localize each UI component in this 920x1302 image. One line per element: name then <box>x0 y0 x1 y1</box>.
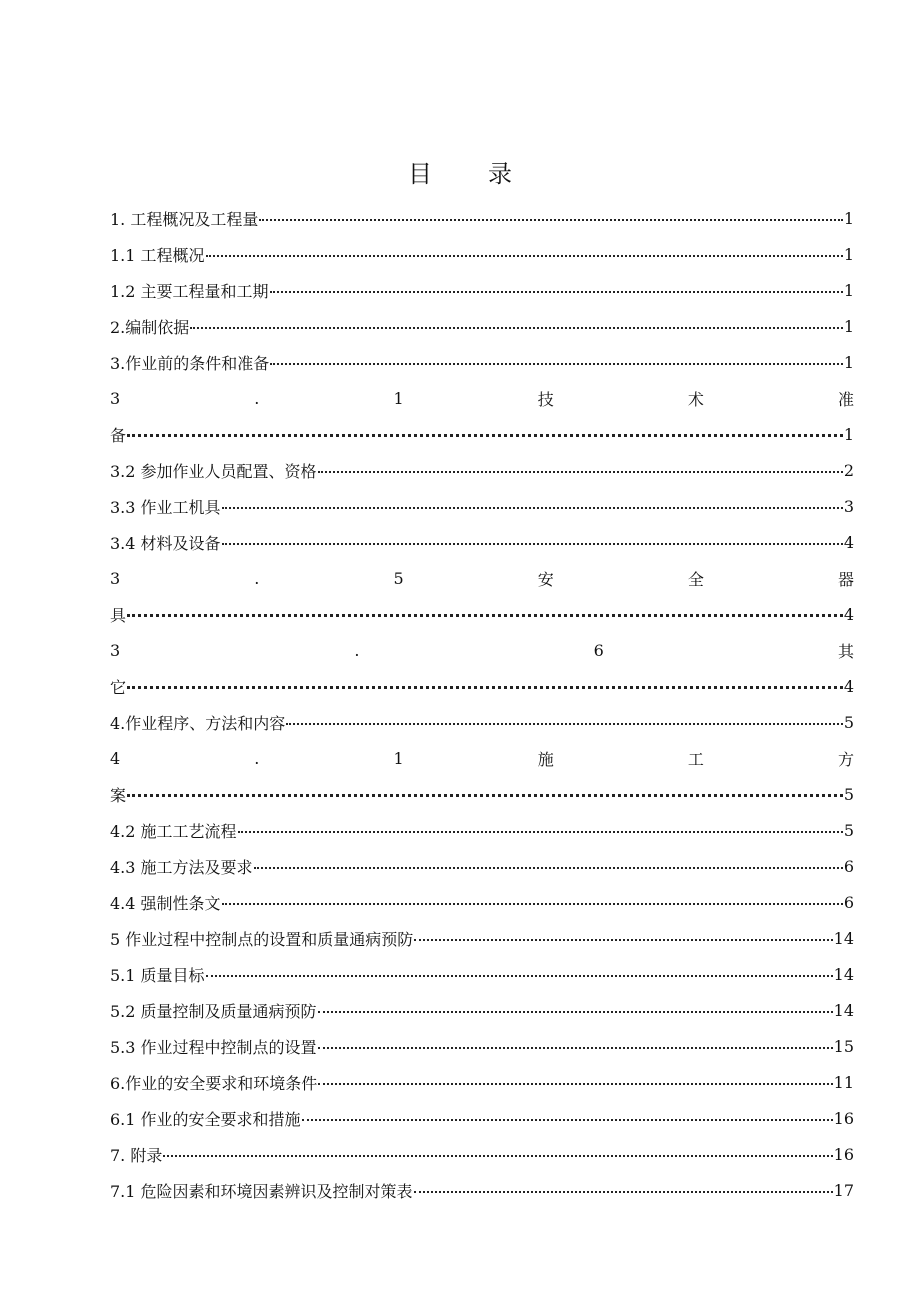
toc-entry-spread-line[interactable] <box>110 560 854 596</box>
toc-entry-label: 4.4 强制性条文 <box>110 893 221 913</box>
toc-page-number: 2 <box>843 460 854 480</box>
toc-dot-leader <box>317 1064 833 1100</box>
toc-entry-spread-line[interactable] <box>110 380 854 416</box>
toc-entry-label: 4.2 施工工艺流程 <box>110 821 237 841</box>
toc-entry-label: 5 作业过程中控制点的设置和质量通病预防 <box>110 929 414 949</box>
toc-page-number: 6 <box>843 892 854 912</box>
toc-entry-fragment: . <box>254 568 260 588</box>
toc-page-number: 5 <box>843 820 854 840</box>
toc-entry-label: 备 <box>110 425 127 445</box>
toc-dot-leader <box>126 416 844 452</box>
toc-entry-fragment: 其 <box>837 641 854 661</box>
toc-entry-label: 4.3 施工方法及要求 <box>110 857 253 877</box>
toc-page-number: 15 <box>833 1036 854 1056</box>
toc-entry-fragment: 3 <box>110 568 121 588</box>
toc-page-number: 4 <box>843 604 854 624</box>
toc-page-number: 1 <box>843 280 854 300</box>
toc-page-number: 4 <box>843 676 854 696</box>
toc-entry-fragment: 准 <box>837 389 854 409</box>
toc-entry-fragment: . <box>354 640 360 660</box>
toc-page-number: 11 <box>833 1072 854 1092</box>
toc-page-number: 5 <box>843 712 854 732</box>
toc-entry-label: 2.编制依据 <box>110 317 190 337</box>
toc-dot-leader <box>205 956 834 992</box>
toc-page-number: 3 <box>843 496 854 516</box>
toc-entry-fragment: 1 <box>393 748 404 768</box>
toc-entry-label: 案 <box>110 785 127 805</box>
toc-dot-leader <box>205 236 844 272</box>
toc-entry-label: 5.1 质量目标 <box>110 965 205 985</box>
toc-page-number: 1 <box>843 352 854 372</box>
toc-entry-label: 1. 工程概况及工程量 <box>110 209 259 229</box>
toc-entry[interactable] <box>110 1172 854 1208</box>
toc-entry-fragment: 3 <box>110 640 121 660</box>
toc-dot-leader <box>285 704 844 740</box>
toc-entry-spread-line[interactable] <box>110 740 854 776</box>
toc-entry[interactable] <box>110 308 854 344</box>
toc-entry-fragment: 方 <box>837 749 854 769</box>
toc-page-number: 14 <box>833 964 854 984</box>
toc-dot-leader <box>317 452 844 488</box>
toc-entry-fragment: 3 <box>110 388 121 408</box>
toc-entry-fragment: 全 <box>687 569 704 589</box>
toc-entry-fragment: 施 <box>537 749 554 769</box>
toc-entry-label: 具 <box>110 605 127 625</box>
toc-entry[interactable] <box>110 1136 854 1172</box>
toc-dot-leader <box>221 488 844 524</box>
toc-entry[interactable] <box>110 1028 854 1064</box>
toc-entry-label: 1.2 主要工程量和工期 <box>110 281 269 301</box>
toc-entry[interactable] <box>110 524 854 560</box>
toc-title-char-1: 目 <box>408 160 432 188</box>
toc-entry-fragment: 术 <box>687 389 704 409</box>
toc-entry-label: 4.作业程序、方法和内容 <box>110 713 286 733</box>
toc-dot-leader <box>189 308 844 344</box>
toc-dot-leader <box>221 524 844 560</box>
toc-entry[interactable] <box>110 812 854 848</box>
toc-entry[interactable] <box>110 1064 854 1100</box>
toc-dot-leader <box>126 668 844 704</box>
toc-entry-label: 6.作业的安全要求和环境条件 <box>110 1073 318 1093</box>
toc-dot-leader <box>413 1172 834 1208</box>
toc-entry-label: 3.3 作业工机具 <box>110 497 221 517</box>
toc-entry[interactable] <box>110 452 854 488</box>
toc-entry-label: 7.1 危险因素和环境因素辨识及控制对策表 <box>110 1181 413 1201</box>
toc-dot-leader <box>413 920 833 956</box>
toc-entry-label: 它 <box>110 677 127 697</box>
toc-entry-fragment: 技 <box>537 389 554 409</box>
toc-dot-leader <box>126 596 844 632</box>
toc-entry[interactable] <box>110 668 854 704</box>
toc-page-number: 1 <box>843 208 854 228</box>
toc-dot-leader <box>253 848 844 884</box>
toc-dot-leader <box>221 884 844 920</box>
toc-entry[interactable] <box>110 848 854 884</box>
toc-entry[interactable] <box>110 596 854 632</box>
toc-entry[interactable] <box>110 956 854 992</box>
toc-title-char-2: 录 <box>488 160 512 188</box>
toc-entry[interactable] <box>110 416 854 452</box>
toc-entry[interactable] <box>110 776 854 812</box>
toc-dot-leader <box>162 1136 833 1172</box>
toc-entry[interactable] <box>110 1100 854 1136</box>
toc-page-number: 5 <box>843 784 854 804</box>
toc-entry-fragment: . <box>254 388 260 408</box>
toc-entry[interactable] <box>110 488 854 524</box>
toc-entry-spread-line[interactable] <box>110 632 854 668</box>
toc-page-number: 17 <box>833 1180 854 1200</box>
toc-page-number: 4 <box>843 532 854 552</box>
toc-entry-fragment: 安 <box>537 569 554 589</box>
toc-entry-label: 5.3 作业过程中控制点的设置 <box>110 1037 317 1057</box>
toc-dot-leader <box>301 1100 834 1136</box>
toc-page-number: 1 <box>843 316 854 336</box>
toc-dot-leader <box>237 812 844 848</box>
toc-dot-leader <box>317 992 834 1028</box>
toc-title <box>0 156 920 192</box>
toc-entry-fragment: 1 <box>393 388 404 408</box>
toc-entry[interactable] <box>110 920 854 956</box>
toc-entry[interactable] <box>110 236 854 272</box>
toc-page-number: 16 <box>833 1108 854 1128</box>
toc-entry[interactable] <box>110 200 854 236</box>
toc-entry-fragment: 4 <box>110 748 121 768</box>
toc-entry-fragment: . <box>254 748 260 768</box>
toc-entry-label: 3.作业前的条件和准备 <box>110 353 270 373</box>
toc-entry[interactable] <box>110 884 854 920</box>
toc-entry-label: 6.1 作业的安全要求和措施 <box>110 1109 301 1129</box>
toc-entry[interactable] <box>110 992 854 1028</box>
toc-entry-label: 7. 附录 <box>110 1145 163 1165</box>
toc-entry-fragment: 工 <box>687 749 704 769</box>
toc-entry-label: 3.2 参加作业人员配置、资格 <box>110 461 317 481</box>
table-of-contents <box>110 200 854 1208</box>
toc-entry-fragment: 5 <box>393 568 404 588</box>
toc-entry-fragment: 6 <box>593 640 604 660</box>
toc-dot-leader <box>258 200 843 236</box>
toc-entry[interactable] <box>110 272 854 308</box>
toc-dot-leader <box>317 1028 834 1064</box>
toc-dot-leader <box>269 344 844 380</box>
toc-page-number: 1 <box>843 424 854 444</box>
toc-page-number: 16 <box>833 1144 854 1164</box>
toc-entry[interactable] <box>110 344 854 380</box>
toc-page-number: 1 <box>843 244 854 264</box>
toc-dot-leader <box>126 776 844 812</box>
toc-entry-fragment: 器 <box>837 569 854 589</box>
toc-dot-leader <box>269 272 844 308</box>
toc-entry-label: 1.1 工程概况 <box>110 245 205 265</box>
toc-entry-label: 3.4 材料及设备 <box>110 533 221 553</box>
toc-entry[interactable] <box>110 704 854 740</box>
toc-page-number: 14 <box>833 1000 854 1020</box>
toc-entry-label: 5.2 质量控制及质量通病预防 <box>110 1001 317 1021</box>
toc-page-number: 6 <box>843 856 854 876</box>
toc-page-number: 14 <box>833 928 854 948</box>
